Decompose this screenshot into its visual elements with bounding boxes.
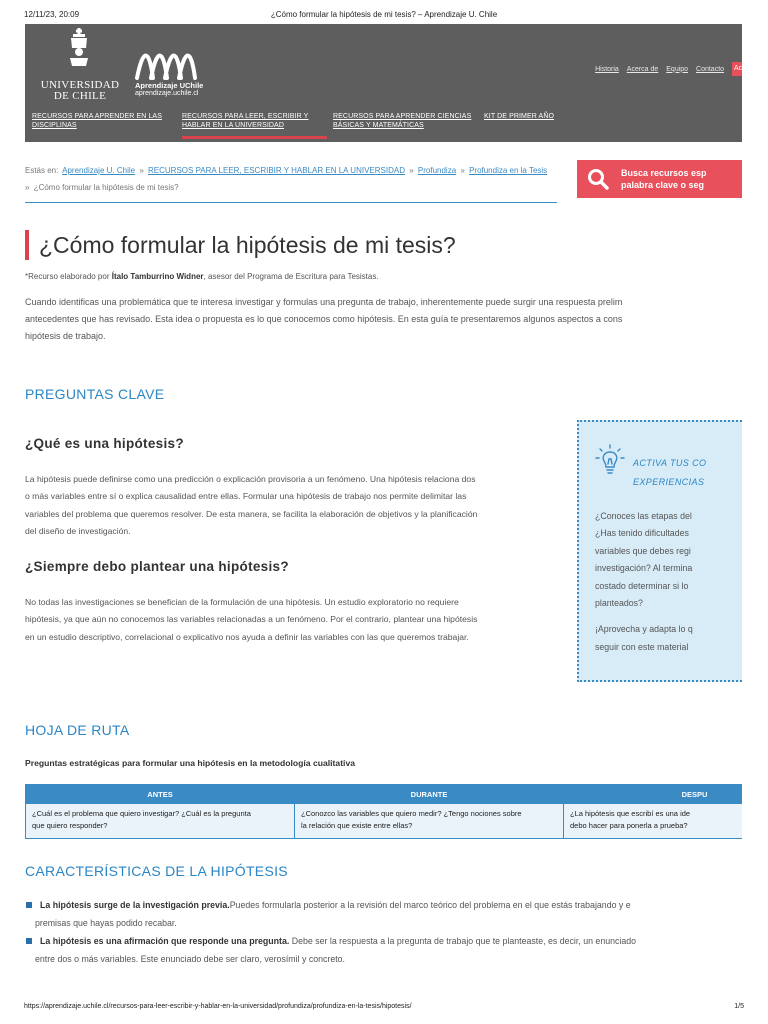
search-box[interactable] [577,160,742,198]
activation-callout [577,420,742,682]
nav-item-leer-escribir-hablar[interactable] [182,112,308,130]
nav-item-kit-primer-ano[interactable] [484,112,554,121]
nav-item-line: HABLAR EN LA UNIVERSIDAD [182,122,284,129]
table-header-row [26,785,743,804]
callout-line: ¡Aprovecha y adapta lo q [595,624,693,635]
breadcrumb [25,162,557,203]
main-nav [25,112,742,142]
breadcrumb-separator: » [460,166,465,175]
page-title: ¿Cómo formular la hipótesis de mi tesis? [25,230,456,260]
intro-line: hipótesis de trabajo. [25,331,106,341]
search-prompt-line: Busca recursos esp [621,168,707,178]
callout-line: ¿Has tenido dificultades [595,528,689,539]
aprendizaje-text [135,82,203,98]
nav-item-line: KIT DE PRIMER AÑO [484,113,555,120]
table-cell-despues [564,804,743,839]
callout-title [633,454,706,492]
list-item-continuation [25,914,742,932]
top-nav-historia[interactable]: Historia [595,65,619,73]
nav-item-line: RECURSOS PARA LEER, ESCRIBIR Y [182,113,309,120]
q1-line: del diseño de investigación. [25,526,131,537]
roadmap-table [25,784,742,839]
cell-line: ¿Conozco las variables que quiero medir? ¿Tengo nociones sobre [301,809,522,818]
article-credit [25,272,379,281]
breadcrumb-prefix: Estás en: [25,166,59,175]
credit-prefix: *Recurso elaborado por [25,272,110,281]
print-footer [24,1003,744,1015]
cell-line: que quiero responder? [32,821,108,830]
uchile-name-line2: DE CHILE [53,90,107,102]
callout-action [595,621,693,656]
q1-line: variables del problema que queremos resolver. De esta manera, se facilita la elaboración de objetivos y la planificación [25,508,478,519]
nav-item-ciencias-basicas[interactable] [333,112,471,130]
q1-line: La hipótesis puede definirse como una predicción o explicación provisoria a un fenómeno. Una hipótesis relaciona dos [25,474,476,484]
print-page-number: 1/5 [734,1003,744,1010]
top-nav [589,62,742,76]
breadcrumb-separator: » [409,166,414,175]
cell-line: ¿La hipótesis que escribí es una ide [570,809,691,818]
callout-line: costado determinar si lo [595,580,689,591]
top-nav-cta-button[interactable]: Ac [732,62,742,76]
table-header-durante: DURANTE [295,785,564,804]
features-list [25,896,742,968]
callout-line: investigación? Al termina [595,563,693,574]
table-cell-durante [295,804,564,839]
cell-line: ¿Cuál es el problema que quiero investigar? ¿Cuál es la pregunta [32,809,251,818]
list-item [25,932,742,950]
callout-body [595,508,693,656]
site-header [25,24,742,142]
table-cell-antes [26,804,295,839]
q2-line: No todas las investigaciones se benefician de la formulación de una hipótesis. Un estudio exploratorio no requiere [25,597,459,607]
page-viewport [25,24,742,1000]
q2-line: hipótesis, ya que aún no conocemos las variables relacionadas a un fenómeno. Por el contrario, plantear una hipótesis [25,614,478,625]
callout-title-line: EXPERIENCIAS [633,477,705,487]
q1-heading: ¿Qué es una hipótesis? [25,436,184,451]
callout-line: variables que debes regi [595,545,691,556]
nav-item-line: RECURSOS PARA APRENDER EN LAS [32,113,162,120]
uchile-crest-icon [67,28,91,68]
print-datetime: 12/11/23, 20:09 [24,10,80,19]
feature-bold: La hipótesis es una afirmación que responde una pregunta. [40,936,290,946]
nav-item-line: DISCIPLINAS [32,122,77,129]
print-header [24,10,744,22]
features-heading: CARACTERÍSTICAS DE LA HIPÓTESIS [25,863,288,879]
intro-line: antecedentes que has revisado. Esta idea o propuesta es lo que conocemos como hipótesis. En esta guía te presentaremos algunos aspectos a cons [25,314,623,324]
article-intro [25,294,742,345]
callout-line: planteados? [595,598,643,609]
nav-item-line: RECURSOS PARA APRENDER CIENCIAS [333,113,472,120]
breadcrumb-separator: » [25,183,30,192]
credit-suffix: , asesor del Programa de Escritura para Tesistas. [203,272,379,281]
search-prompt-line: palabra clave o seg [621,180,705,190]
key-questions-heading: PREGUNTAS CLAVE [25,386,165,402]
breadcrumb-link-home[interactable]: Aprendizaje U. Chile [62,166,136,175]
nav-item-disciplinas[interactable] [32,112,162,130]
roadmap-heading: HOJA DE RUTA [25,722,130,738]
callout-title-line: ACTIVA TUS CO [633,458,707,468]
feature-bold: La hipótesis surge de la investigación previa. [40,900,230,910]
credit-author: Ítalo Tamburrino Widner [111,272,204,281]
cell-line: la relación que existe entre ellas? [301,821,413,830]
uchile-name [39,80,121,102]
table-header-antes: ANTES [26,785,295,804]
q2-heading: ¿Siempre debo plantear una hipótesis? [25,559,289,574]
intro-line: Cuando identificas una problemática que te interesa investigar y formulas una pregunta de trabajo, inherentemente puede surgir una respuesta prelim [25,297,623,307]
table-header-despues: DESPU [564,785,743,804]
q2-line: en un estudio descriptivo, correlacional o explicativo nos ayuda a definir las variables con las que queremos trabajar. [25,631,469,642]
lightbulb-icon [595,444,625,476]
table-caption: Preguntas estratégicas para formular una hipótesis en la metodología cualitativa [25,758,355,768]
q1-text [25,471,557,541]
print-url: https://aprendizaje.uchile.cl/recursos-para-leer-escribir-y-hablar-en-la-universidad/profundiza/profundiza-en-la-tesis/hipotesis/ [24,1003,412,1010]
feature-text: premisas que hayas podido recabar. [35,918,177,928]
breadcrumb-link-tesis[interactable]: Profundiza en la Tesis [469,166,548,175]
top-nav-contacto[interactable]: Contacto [696,65,725,73]
breadcrumb-link-profundiza[interactable]: Profundiza [417,166,457,175]
feature-text: Puedes formularla posterior a la revisión del marco teórico del problema en el que estás trabajando y e [229,900,631,910]
q2-text [25,594,557,646]
brand-url: aprendizaje.uchile.cl [135,90,199,97]
top-nav-acerca-de[interactable]: Acerca de [626,65,659,73]
callout-question [595,508,693,612]
search-prompt [621,167,707,191]
uchile-logo[interactable] [39,28,121,102]
breadcrumb-separator: » [139,166,144,175]
aprendizaje-mark-icon [135,48,201,80]
list-item [25,896,742,914]
aprendizaje-logo[interactable] [135,48,225,108]
callout-line: ¿Conoces las etapas del [595,511,692,521]
breadcrumb-current: ¿Cómo formular la hipótesis de mi tesis? [33,183,179,192]
table-row [26,804,743,839]
breadcrumb-link-recursos[interactable]: RECURSOS PARA LEER, ESCRIBIR Y HABLAR EN LA UNIVERSIDAD [148,166,405,175]
top-nav-equipo[interactable]: Equipo [666,65,689,73]
uchile-name-line1: UNIVERSIDAD [40,79,120,91]
nav-item-line: BÁSICAS Y MATEMÁTICAS [333,122,424,129]
list-item-continuation [25,950,742,968]
search-icon [587,168,609,190]
feature-text: Debe ser la respuesta a la pregunta de trabajo que te planteaste, es decir, un enunciado [289,936,637,946]
callout-line: seguir con este material [595,641,689,652]
brand-name: Aprendizaje UChile [135,81,204,90]
feature-text: entre dos o más variables. Este enunciado debe ser claro, verosímil y concreto. [35,954,346,964]
q1-line: o más variables entre sí o explica causalidad entre ellas. Formular una hipótesis de trabajo nos permite delimitar las [25,491,467,502]
print-page-title: ¿Cómo formular la hipótesis de mi tesis? – Aprendizaje U. Chile [270,10,498,19]
cell-line: debo hacer para ponerla a prueba? [570,821,688,830]
